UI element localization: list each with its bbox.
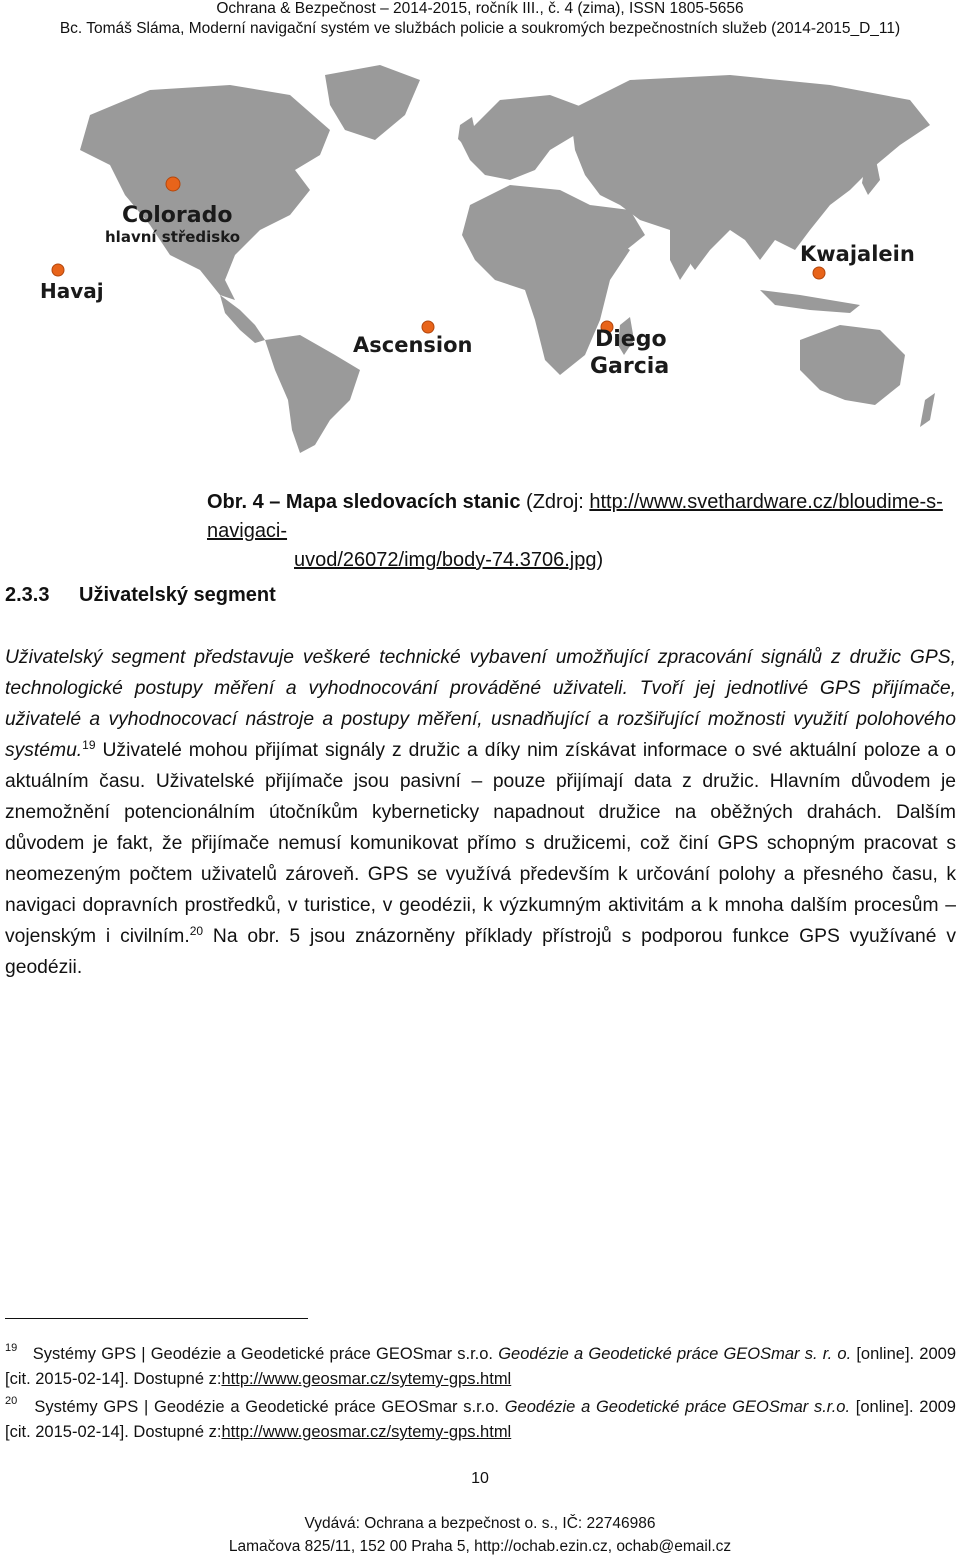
marker-colorado — [166, 177, 180, 191]
caption-src-close: ) — [596, 549, 604, 571]
indonesia-shape — [760, 290, 860, 313]
caption-src-open: (Zdroj: — [526, 491, 590, 513]
header-article: Bc. Tomáš Sláma, Moderní navigační systém ve službách policie a soukromých bezpečnostních služeb (2014-2015_D_11) — [59, 20, 901, 37]
label-colorado: Colorado — [122, 203, 233, 228]
section-title: Uživatelský segment — [79, 584, 276, 606]
footnote-number: 20 — [5, 1395, 18, 1407]
footnote-text: Systémy GPS | Geodézie a Geodetické práce GEOSmar s.r.o. — [32, 1345, 499, 1363]
greenland-shape — [325, 65, 420, 140]
central-america-shape — [220, 295, 265, 343]
footnote-ref-20[interactable]: 20 — [189, 924, 204, 938]
caption-title: Obr. 4 – Mapa sledovacích stanic — [207, 491, 521, 513]
footnote-19 — [5, 1342, 956, 1392]
footnote-italic: Geodézie a Geodetické práce GEOSmar s. r. o. — [498, 1345, 852, 1363]
footnote-link[interactable]: http://www.geosmar.cz/sytemy-gps.html — [221, 1370, 512, 1388]
europe-shape — [460, 95, 590, 180]
section-heading — [5, 584, 276, 607]
label-ascension: Ascension — [353, 333, 473, 357]
world-map-figure — [30, 55, 950, 455]
footnote-rest: [online]. 2009 [cit. 2015-02-14]. Dostupné z: — [5, 1345, 957, 1388]
label-colorado-sub: hlavní středisko — [105, 228, 241, 246]
caption-link-part1[interactable]: http://www.svethardware.cz/bloudime-s-navigaci- — [207, 491, 943, 542]
footnote-20 — [5, 1395, 956, 1445]
page-number: 10 — [471, 1470, 489, 1487]
marker-ascension — [422, 321, 434, 333]
paragraph-text-2: Na obr. 5 jsou znázorněny příklady přístrojů s podporou funkce GPS využívané v geodézii. — [5, 926, 956, 978]
north-america-shape — [80, 85, 330, 300]
header-journal: Ochrana & Bezpečnost – 2014-2015, ročník III., č. 4 (zima), ISSN 1805-5656 — [216, 0, 744, 17]
label-diego: Diego — [595, 327, 667, 352]
footer-address: Lamačova 825/11, 152 00 Praha 5, http://ochab.ezin.cz, ochab@email.cz — [228, 1538, 732, 1555]
footnote-italic: Geodézie a Geodetické práce GEOSmar s.r.o. — [504, 1398, 851, 1416]
paragraph-italic-text: Uživatelský segment představuje veškeré technické vybavení umožňující zpracování signálů z družic GPS, technologické postupy měření a vyhodnocování prováděné uživateli. Tvoří jej jednotlivé GPS přijímače, uživatelé a vyhodnocovací nástroje a postupy měření, usnadňující a rozšiřující možnosti využití polohového systému. — [5, 647, 956, 761]
footer-publisher: Vydává: Ochrana a bezpečnost o. s., IČ: 22746986 — [304, 1515, 656, 1532]
footnote-separator — [5, 1318, 308, 1319]
new-zealand-shape — [920, 393, 935, 427]
footnote-ref-19[interactable]: 19 — [82, 738, 96, 752]
footnote-rest: [online]. 2009 [cit. 2015-02-14]. Dostupné z: — [5, 1398, 956, 1441]
australia-shape — [800, 325, 905, 405]
paragraph-text-1: Uživatelé mohou přijímat signály z družic a díky nim získávat informace o své aktuální poloze a o aktuálním času. Uživatelské přijímače jsou pasivní – pouze přijímají data z družic. Hlavním důvodem je znemožnění potencionálním útočníkům kyberneticky napadnout družice na oběžných drahách. Dalším důvodem je fakt, že přijímače nemusí komunikovat přímo s družicemi, což činí GPS schopným pracovat s neomezeným počtem uživatelů zároveň. GPS se využívá především k určování polohy a přesného času, k navigaci dopravních prostředků, v turistice, v geodézii, k výzkumným aktivitám a k mnoha dalším procesům – vojenským i civilním. — [5, 740, 956, 947]
marker-kwajalein — [813, 267, 825, 279]
label-garcia: Garcia — [590, 354, 670, 379]
label-kwajalein: Kwajalein — [800, 242, 915, 266]
india-shape — [670, 230, 695, 280]
marker-havaj — [52, 264, 64, 276]
footnote-link[interactable]: http://www.geosmar.cz/sytemy-gps.html — [221, 1423, 512, 1441]
figure-caption — [207, 488, 957, 575]
south-america-shape — [265, 335, 360, 453]
body-paragraph — [5, 642, 956, 983]
section-number: 2.3.3 — [5, 584, 50, 606]
caption-link-part2[interactable]: uvod/26072/img/body-74.3706.jpg — [294, 549, 597, 571]
footnote-text: Systémy GPS | Geodézie a Geodetické práce GEOSmar s.r.o. — [34, 1398, 505, 1416]
footnote-number: 19 — [5, 1342, 18, 1354]
label-havaj: Havaj — [40, 279, 104, 303]
